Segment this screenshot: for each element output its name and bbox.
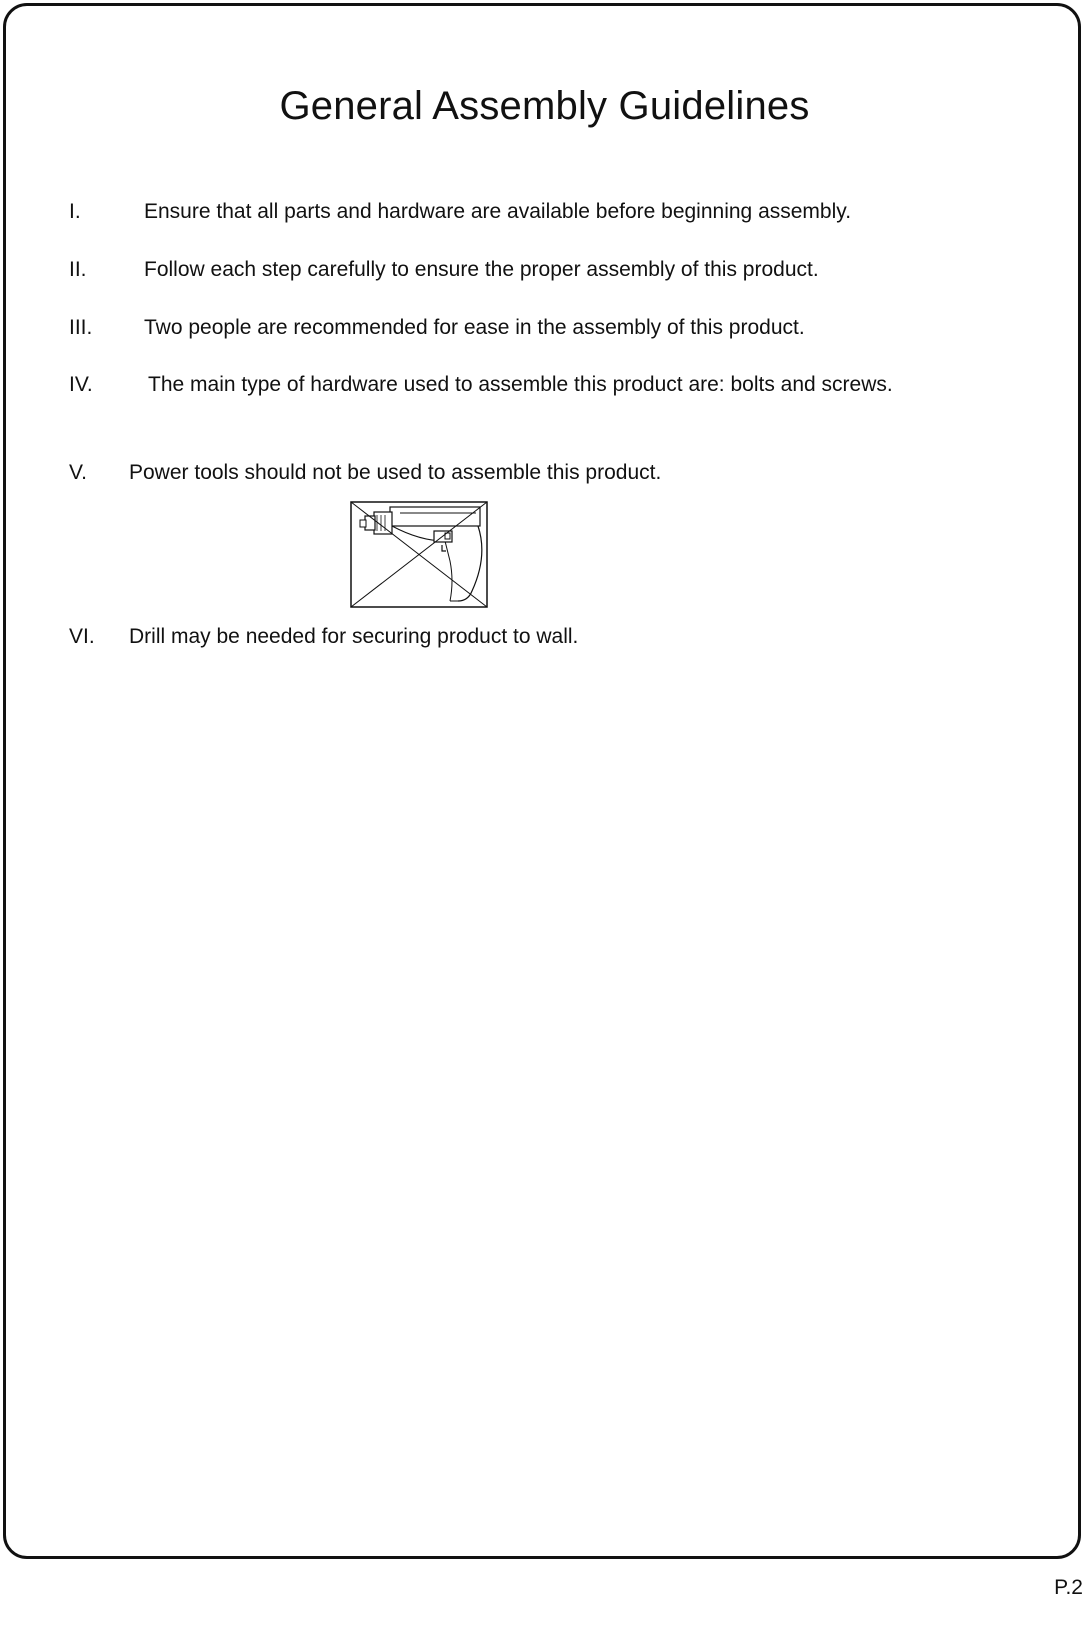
guideline-text: Drill may be needed for securing product to wall. bbox=[129, 625, 579, 648]
guideline-text: The main type of hardware used to assemble this product are: bolts and screws. bbox=[148, 373, 893, 396]
guideline-numeral: V. bbox=[69, 461, 87, 484]
guideline-numeral: IV. bbox=[69, 373, 93, 396]
guideline-item bbox=[69, 461, 969, 487]
guideline-item bbox=[69, 625, 969, 651]
guideline-numeral: III. bbox=[69, 316, 93, 339]
guideline-text: Follow each step carefully to ensure the proper assembly of this product. bbox=[144, 258, 819, 281]
page-border bbox=[3, 3, 1081, 1559]
page-number: P.2 bbox=[1054, 1576, 1083, 1599]
guideline-item bbox=[69, 258, 969, 284]
guideline-numeral: I. bbox=[69, 200, 81, 223]
page-title: General Assembly Guidelines bbox=[279, 84, 810, 128]
guideline-numeral: VI. bbox=[69, 625, 95, 648]
guideline-item bbox=[69, 200, 969, 226]
guideline-text: Power tools should not be used to assemble this product. bbox=[129, 461, 662, 484]
guideline-item bbox=[69, 373, 1009, 399]
crossed-out-power-drill-icon bbox=[350, 501, 488, 608]
guideline-numeral: II. bbox=[69, 258, 87, 281]
guideline-text: Ensure that all parts and hardware are available before beginning assembly. bbox=[144, 200, 852, 223]
guideline-text: Two people are recommended for ease in the assembly of this product. bbox=[144, 316, 805, 339]
guideline-item bbox=[69, 316, 969, 342]
